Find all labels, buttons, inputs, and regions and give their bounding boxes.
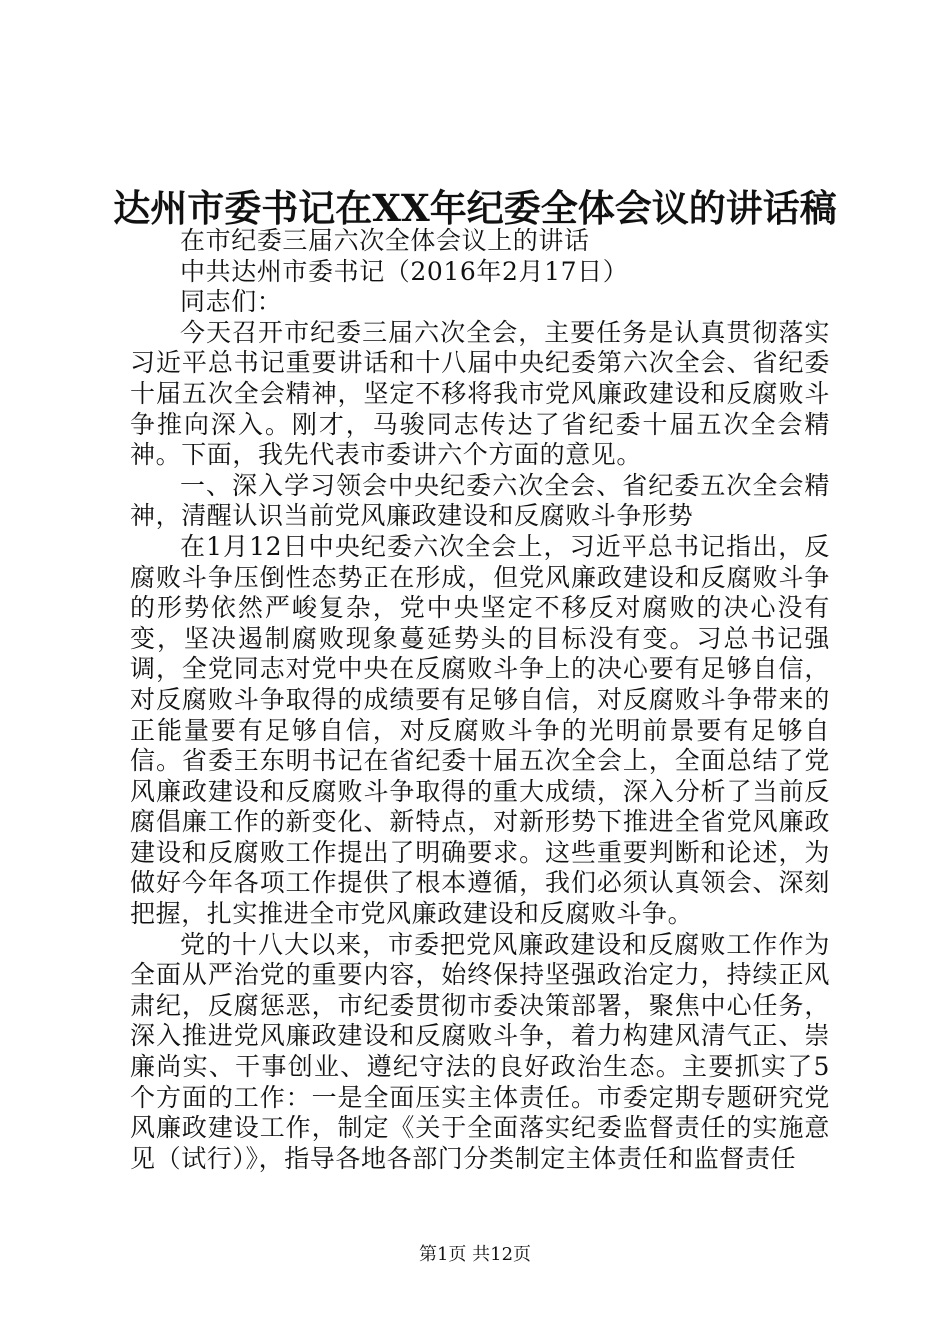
document-body bbox=[130, 226, 830, 1174]
body-paragraph: 在1月12日中央纪委六次全会上，习近平总书记指出，反腐败斗争压倒性态势正在形成，但党风廉政建设和反腐败斗争的形势依然严峻复杂，党中央坚定不移反对腐败的决心没有变，坚决遏制腐败现象蔓延势头的目标没有变。习总书记强调，全党同志对党中央在反腐败斗争上的决心要有足够自信，对反腐败斗争取得的成绩要有足够自信，对反腐败斗争带来的正能量要有足够自信，对反腐败斗争的光明前景要有足够自信。省委王东明书记在省纪委十届五次全会上，全面总结了党风廉政建设和反腐败斗争取得的重大成绩，深入分析了当前反腐倡廉工作的新变化、新特点，对新形势下推进全省党风廉政建设和反腐败工作提出了明确要求。这些重要判断和论述，为做好今年各项工作提供了根本遵循，我们必须认真领会、深刻把握，扎实推进全市党风廉政建设和反腐败斗争。 bbox=[130, 531, 830, 929]
body-paragraph: 今天召开市纪委三届六次全会，主要任务是认真贯彻落实习近平总书记重要讲话和十八届中央纪委第六次全会、省纪委十届五次全会精神，坚定不移将我市党风廉政建设和反腐败斗争推向深入。刚才，马骏同志传达了省纪委十届五次全会精神。下面，我先代表市委讲六个方面的意见。 bbox=[130, 317, 830, 470]
salutation: 同志们： bbox=[180, 287, 283, 317]
speech-subtitle: 在市纪委三届六次全体会议上的讲话 bbox=[180, 226, 590, 255]
page-footer: 第1页 共12页 bbox=[418, 1244, 532, 1265]
document-title: 达州市委书记在XX年纪委全体会议的讲话稿 bbox=[113, 186, 837, 230]
section-heading: 一、深入学习领会中央纪委六次全会、省纪委五次全会精神，清醒认识当前党风廉政建设和反腐败斗争形势 bbox=[130, 470, 830, 531]
speaker-line: 中共达州市委书记（2016年2月17日） bbox=[180, 256, 629, 286]
body-paragraph: 党的十八大以来，市委把党风廉政建设和反腐败工作作为全面从严治党的重要内容，始终保持坚强政治定力，持续正风肃纪，反腐惩恶，市纪委贯彻市委决策部署，聚焦中心任务，深入推进党风廉政建设和反腐败斗争，着力构建风清气正、崇廉尚实、干事创业、遵纪守法的良好政治生态。主要抓实了5个方面的工作：一是全面压实主体责任。市委定期专题研究党风廉政建设工作，制定《关于全面落实纪委监督责任的实施意见（试行）》，指导各地各部门分类制定主体责任和监督责任 bbox=[130, 929, 830, 1173]
